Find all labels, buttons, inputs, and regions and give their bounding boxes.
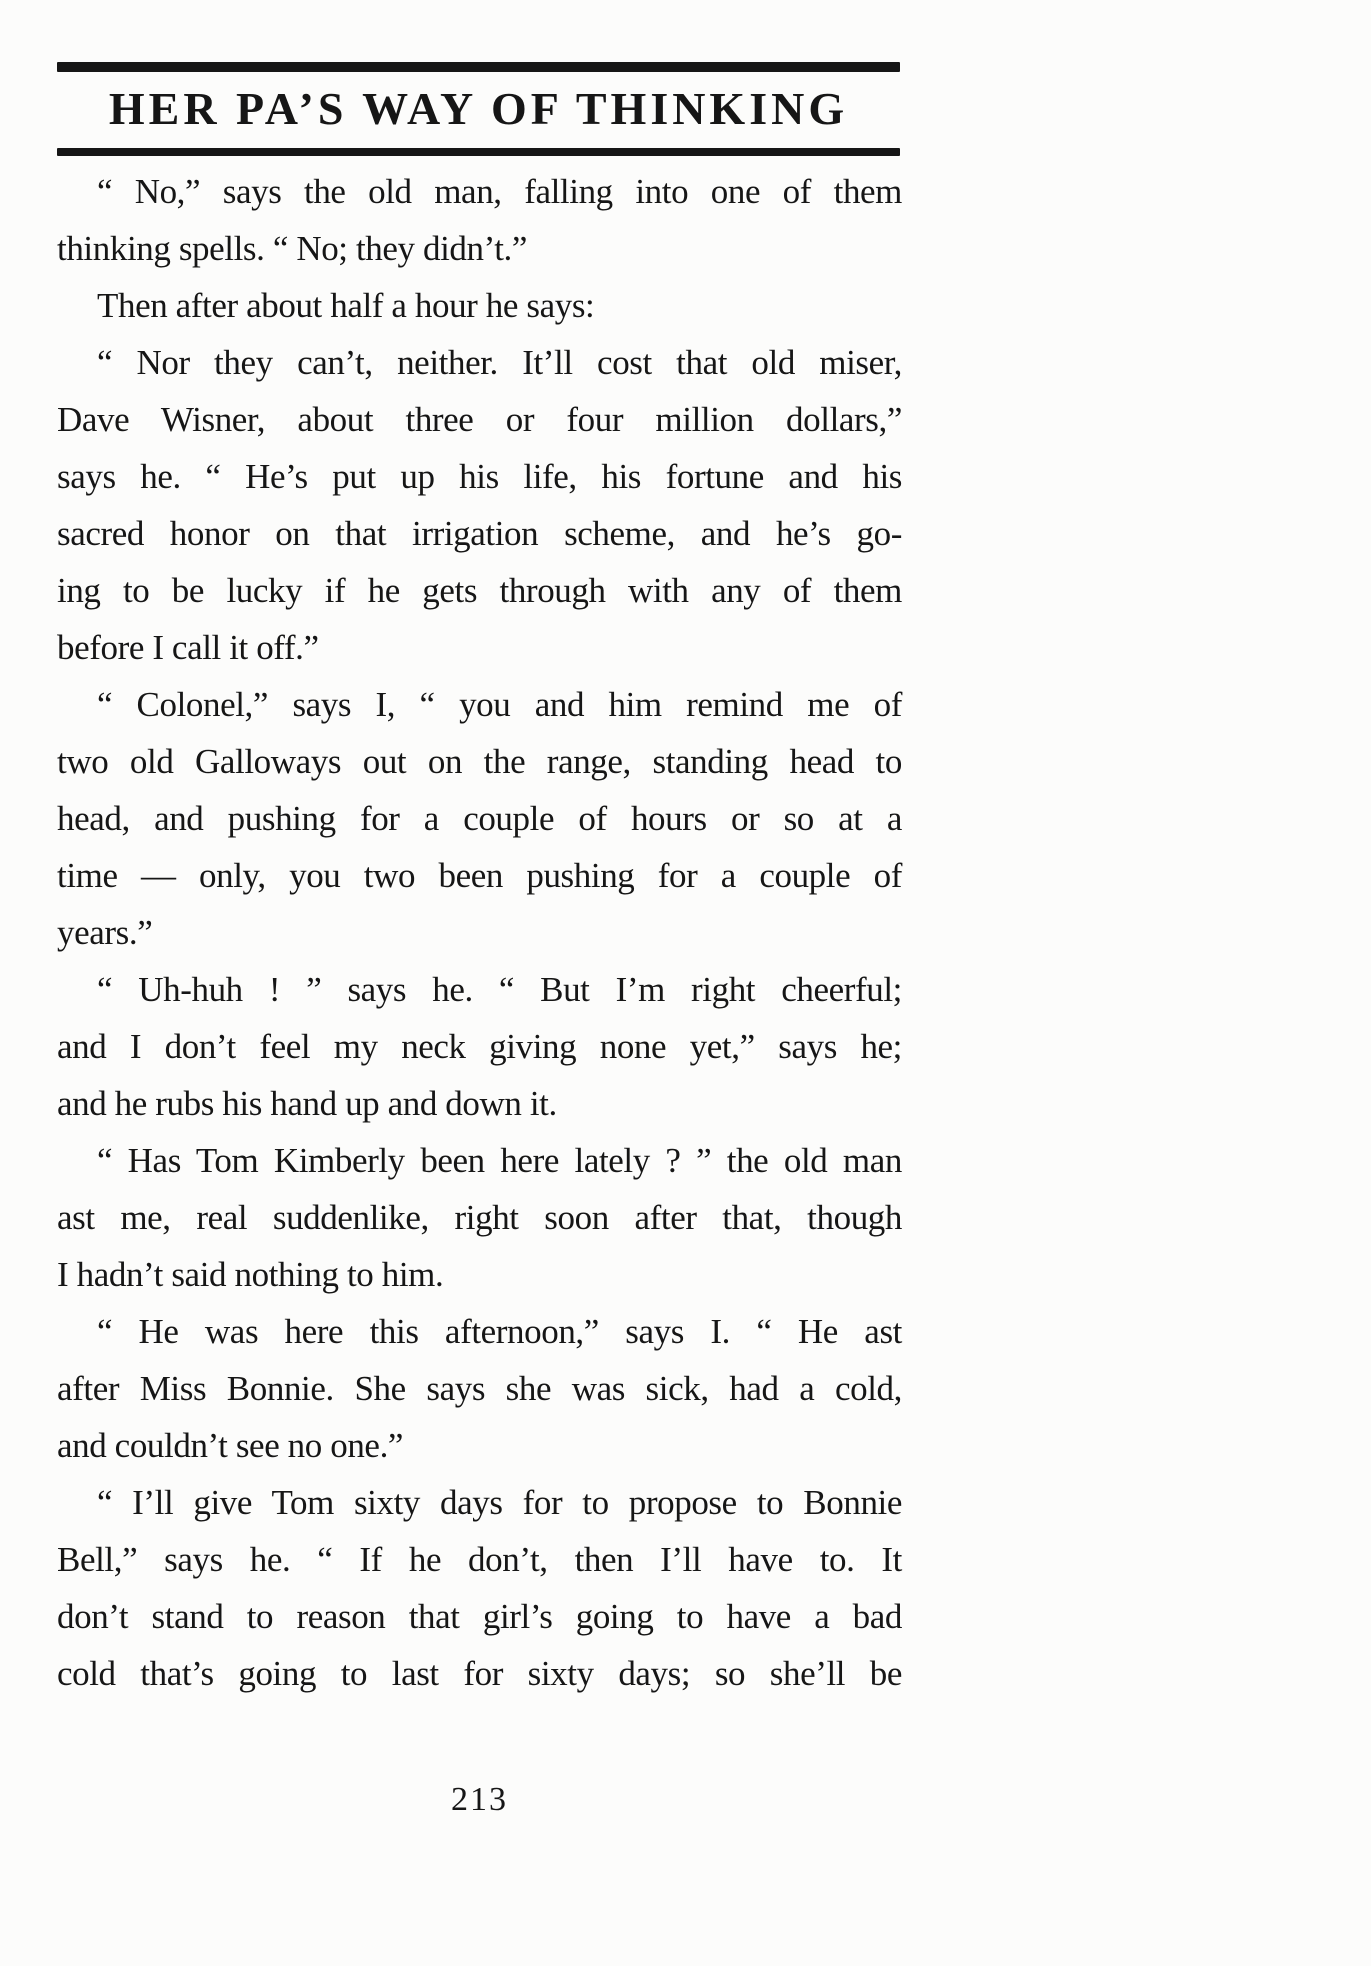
- text-line: and couldn’t see no one.”: [57, 1426, 404, 1465]
- chapter-title: HER PA’S WAY OF THINKING: [108, 83, 849, 134]
- text-line: “ No,” says the old man, falling into one of them: [97, 172, 902, 211]
- text-line: “ I’ll give Tom sixty days for to propose to Bonnie: [97, 1483, 902, 1522]
- text-line: time — only, you two been pushing for a couple of: [57, 856, 902, 895]
- text-line: before I call it off.”: [57, 628, 319, 667]
- paragraph: [57, 1132, 902, 1303]
- paragraph: [57, 1474, 902, 1702]
- text-line: “ Colonel,” says I, “ you and him remind me of: [97, 685, 902, 724]
- text-line: Bell,” says he. “ If he don’t, then I’ll have to. It: [57, 1540, 902, 1579]
- paragraph: [57, 1303, 902, 1474]
- page-text: [57, 163, 902, 1702]
- header-rule-bottom: [57, 148, 900, 156]
- text-line: thinking spells. “ No; they didn’t.”: [57, 229, 528, 268]
- paragraph: [57, 277, 902, 334]
- text-line: ing to be lucky if he gets through with any of them: [57, 571, 902, 610]
- text-line: and I don’t feel my neck giving none yet,” says he;: [57, 1027, 902, 1066]
- text-line: ast me, real suddenlike, right soon after that, though: [57, 1198, 902, 1237]
- paragraph: [57, 676, 902, 961]
- paragraph: [57, 334, 902, 676]
- text-line: don’t stand to reason that girl’s going to have a bad: [57, 1597, 902, 1636]
- text-line: “ Nor they can’t, neither. It’ll cost that old miser,: [97, 343, 902, 382]
- text-line: and he rubs his hand up and down it.: [57, 1084, 557, 1123]
- text-line: “ He was here this afternoon,” says I. “ He ast: [97, 1312, 902, 1351]
- text-line: Dave Wisner, about three or four million dollars,”: [57, 400, 902, 439]
- text-line: says he. “ He’s put up his life, his fortune and his: [57, 457, 902, 496]
- text-line: I hadn’t said nothing to him.: [57, 1255, 444, 1294]
- paragraph: [57, 961, 902, 1132]
- text-line: “ Uh-huh ! ” says he. “ But I’m right cheerful;: [97, 970, 902, 1009]
- header-rule-top: [57, 62, 900, 72]
- text-line: years.”: [57, 913, 153, 952]
- text-line: after Miss Bonnie. She says she was sick, had a cold,: [57, 1369, 902, 1408]
- page-number: 213: [451, 1781, 508, 1818]
- text-line: sacred honor on that irrigation scheme, and he’s go-: [57, 514, 902, 553]
- text-line: cold that’s going to last for sixty days; so she’ll be: [57, 1654, 902, 1693]
- text-line: Then after about half a hour he says:: [97, 286, 595, 325]
- paragraph: [57, 163, 902, 277]
- text-line: head, and pushing for a couple of hours or so at a: [57, 799, 902, 838]
- text-line: “ Has Tom Kimberly been here lately ? ” the old man: [97, 1141, 902, 1180]
- text-line: two old Galloways out on the range, standing head to: [57, 742, 902, 781]
